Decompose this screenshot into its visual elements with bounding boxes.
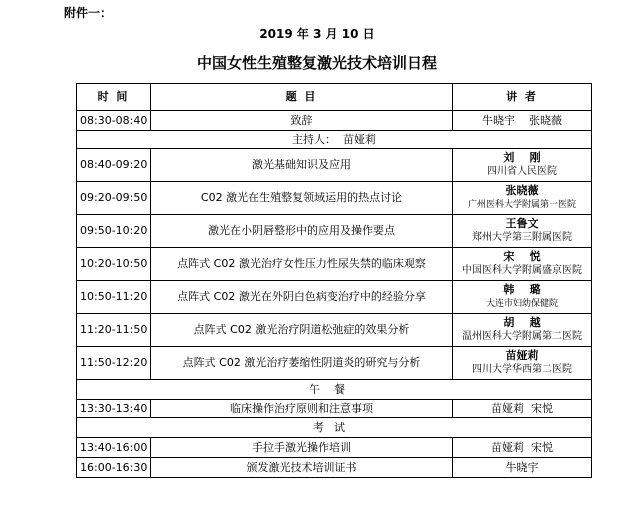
table-row [77,458,592,478]
row-topic: 激光在小阴唇整形中的应用及操作要点 [151,215,453,248]
speaker-name: 王鲁文 [505,217,539,230]
speaker-org: 广州医科大学附属第一医院 [467,200,576,210]
row-speaker: 苗娅莉 宋悦 [453,400,592,418]
row-time: 09:50-10:20 [77,215,151,248]
speaker-org: 中国医科大学附属盛京医院 [462,265,582,276]
table-header-row [77,84,592,111]
row-speaker [453,182,592,215]
row-time: 11:20-11:50 [77,314,151,347]
row-time: 16:00-16:30 [77,458,151,478]
row-topic: 点阵式 C02 激光治疗阴道松弛症的效果分析 [151,314,453,347]
break-row [77,380,592,400]
row-time: 11:50-12:20 [77,347,151,380]
row-topic: 激光基础知识及应用 [151,149,453,182]
row-speaker: 牛晓宇 [453,458,592,478]
speaker-name: 胡 越 [503,316,541,329]
speaker-org: 四川省人民医院 [487,166,557,177]
row-time: 13:40-16:00 [77,438,151,458]
host-text: 主持人： 苗娅莉 [77,131,592,149]
exam-break: 考试 [77,418,592,438]
speaker-name: 韩 璐 [503,283,541,296]
row-time: 08:30-08:40 [77,111,151,131]
table-row [77,111,592,131]
attachment-label: 附件一： [64,6,113,20]
header-time: 时 间 [77,84,151,111]
table-row [77,347,592,380]
speaker-name: 张晓薇 [505,184,539,197]
table-row [77,215,592,248]
table-row [77,438,592,458]
row-topic: 致辞 [151,111,453,131]
row-time: 10:50-11:20 [77,281,151,314]
row-topic: 颁发激光技术培训证书 [151,458,453,478]
schedule-table [76,83,592,478]
table-row [77,314,592,347]
row-time: 09:20-09:50 [77,182,151,215]
speaker-org: 温州医科大学附属第二医院 [462,331,582,342]
row-time: 13:30-13:40 [77,400,151,418]
table-row [77,182,592,215]
row-speaker [453,314,592,347]
schedule-date: 2019 年 3 月 10 日 [259,27,375,41]
row-speaker [453,248,592,281]
row-speaker: 苗娅莉 宋悦 [453,438,592,458]
speaker-org: 郑州大学第三附属医院 [472,232,572,243]
header-speaker: 讲 者 [453,84,592,111]
row-speaker [453,215,592,248]
row-speaker [453,347,592,380]
speaker-name: 宋 悦 [503,250,541,263]
row-topic: 点阵式 C02 激光治疗女性压力性尿失禁的临床观察 [151,248,453,281]
speaker-name: 刘 刚 [503,151,541,164]
row-time: 10:20-10:50 [77,248,151,281]
speaker-org: 大连市妇幼保健院 [485,299,558,309]
row-speaker: 牛晓宇 张晓薇 [453,111,592,131]
row-speaker [453,281,592,314]
speaker-name: 苗娅莉 [505,349,539,362]
table-row [77,281,592,314]
lunch-break: 午餐 [77,380,592,400]
row-topic: 手拉手激光操作培训 [151,438,453,458]
row-topic: 点阵式 C02 激光在外阴白色病变治疗中的经验分享 [151,281,453,314]
table-row [77,149,592,182]
row-speaker [453,149,592,182]
row-time: 08:40-09:20 [77,149,151,182]
speaker-org: 四川大学华西第二医院 [472,364,572,375]
break-row [77,418,592,438]
table-row [77,400,592,418]
host-row [77,131,592,149]
table-row [77,248,592,281]
header-topic: 题 目 [151,84,453,111]
row-topic: 点阵式 C02 激光治疗萎缩性阴道炎的研究与分析 [151,347,453,380]
schedule-title: 中国女性生殖整复激光技术培训日程 [196,54,437,72]
row-topic: C02 激光在生殖整复领域运用的热点讨论 [151,182,453,215]
row-topic: 临床操作治疗原则和注意事项 [151,400,453,418]
